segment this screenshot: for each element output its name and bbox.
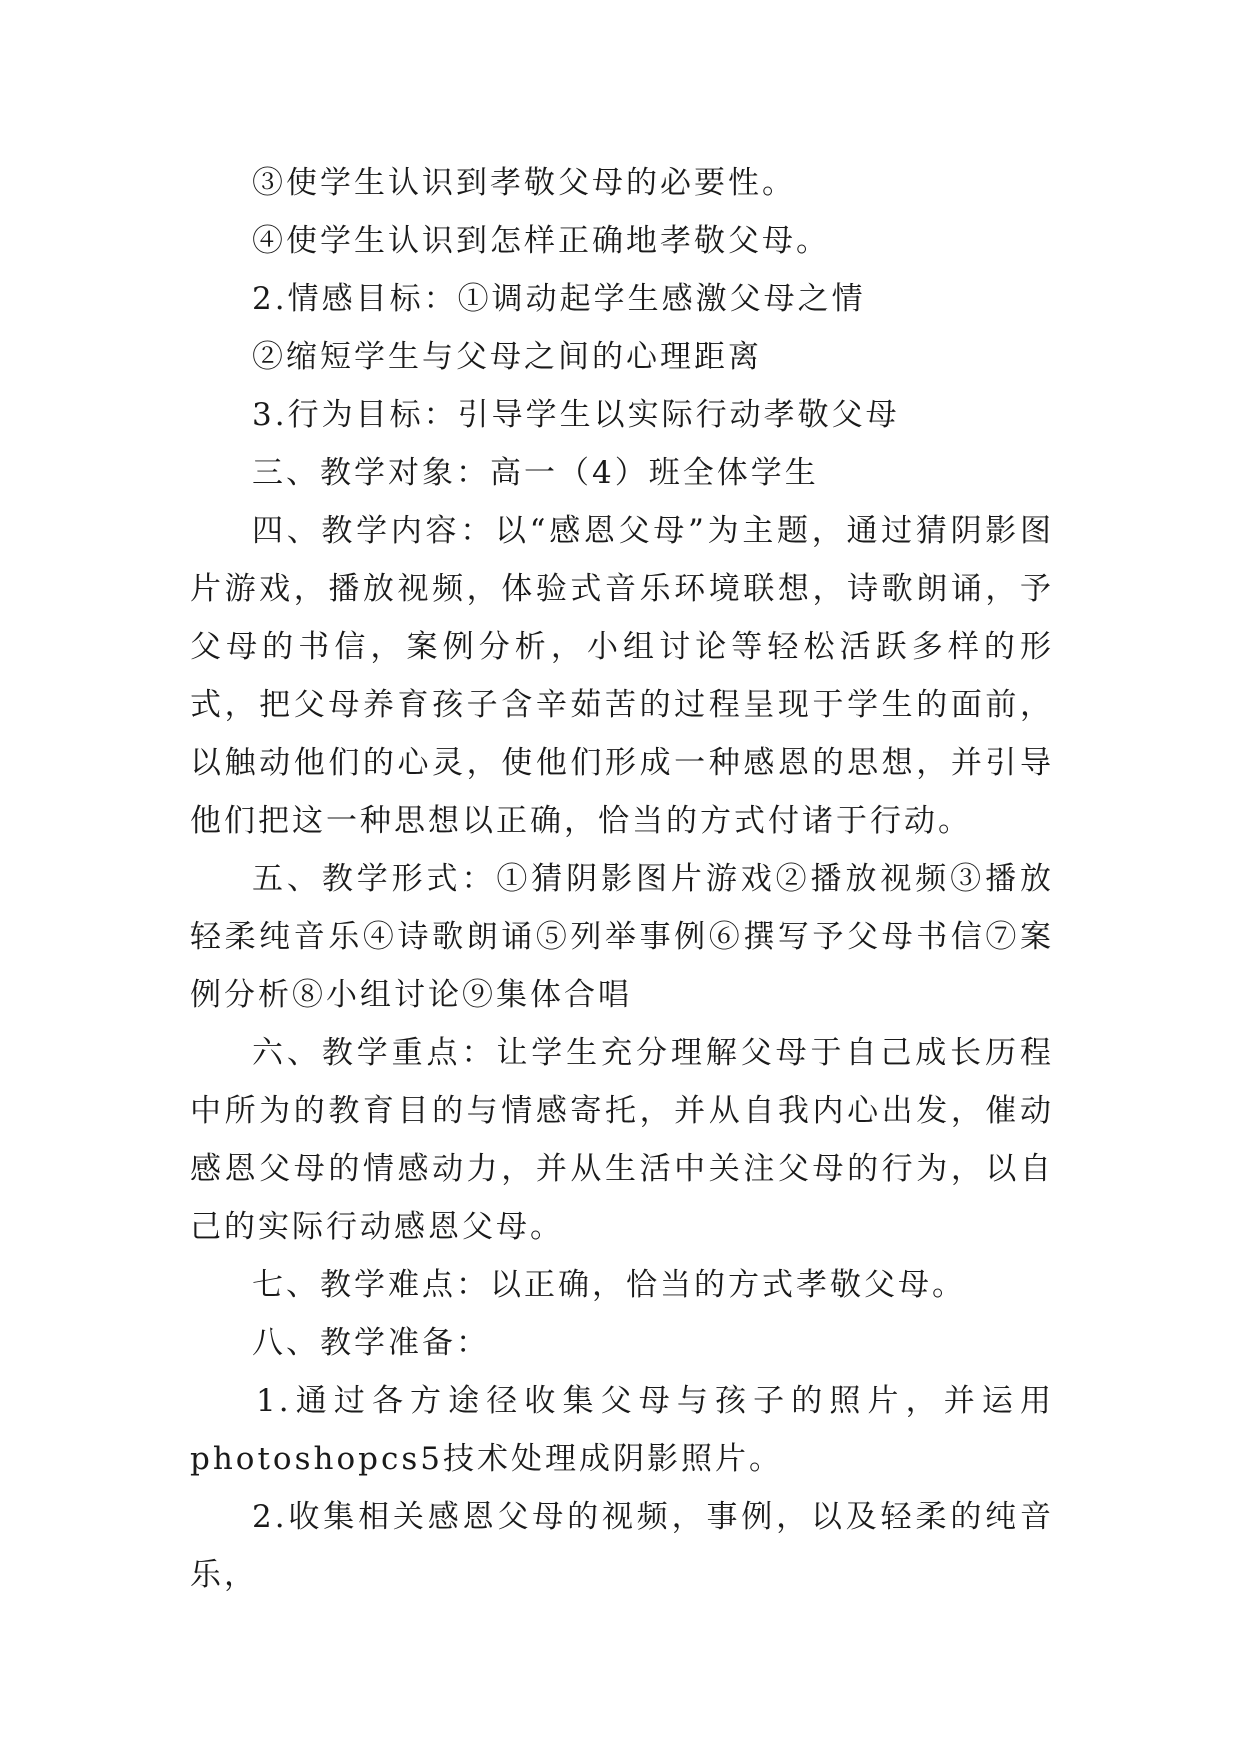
paragraph-teaching-preparation: 八、教学准备： [252, 1325, 490, 1361]
paragraph-emotion-goal-2: ②缩短学生与父母之间的心理距离 [252, 339, 762, 375]
paragraph-teaching-object: 三、教学对象：高一（4）班全体学生 [252, 455, 819, 491]
paragraph-teaching-difficulty: 七、教学难点：以正确，恰当的方式孝敬父母。 [252, 1267, 966, 1303]
document-body [190, 154, 1054, 1604]
paragraph-goal-3: ③使学生认识到孝敬父母的必要性。 [252, 165, 796, 201]
paragraph-preparation-1: 1.通过各方途径收集父母与孩子的照片，并运用photoshopcs5技术处理成阴影照片。 [190, 1383, 1054, 1477]
paragraph-behavior-goal: 3.行为目标：引导学生以实际行动孝敬父母 [252, 397, 900, 433]
paragraph-goal-4: ④使学生认识到怎样正确地孝敬父母。 [252, 223, 830, 259]
paragraph-emotion-goal: 2.情感目标：①调动起学生感激父母之情 [252, 281, 866, 317]
paragraph-preparation-2: 2.收集相关感恩父母的视频，事例，以及轻柔的纯音乐， [190, 1499, 1054, 1593]
paragraph-teaching-focus: 六、教学重点：让学生充分理解父母于自己成长历程中所为的教育目的与情感寄托，并从自我内心出发，催动感恩父母的情感动力，并从生活中关注父母的行为，以自己的实际行动感恩父母。 [190, 1035, 1054, 1245]
paragraph-teaching-content: 四、教学内容：以“感恩父母”为主题，通过猜阴影图片游戏，播放视频，体验式音乐环境联想，诗歌朗诵，予父母的书信，案例分析，小组讨论等轻松活跃多样的形式，把父母养育孩子含辛茹苦的过程呈现于学生的面前，以触动他们的心灵，使他们形成一种感恩的思想，并引导他们把这一种思想以正确，恰当的方式付诸于行动。 [190, 513, 1054, 839]
paragraph-teaching-form: 五、教学形式：①猜阴影图片游戏②播放视频③播放轻柔纯音乐④诗歌朗诵⑤列举事例⑥撰写予父母书信⑦案例分析⑧小组讨论⑨集体合唱 [190, 861, 1054, 1013]
